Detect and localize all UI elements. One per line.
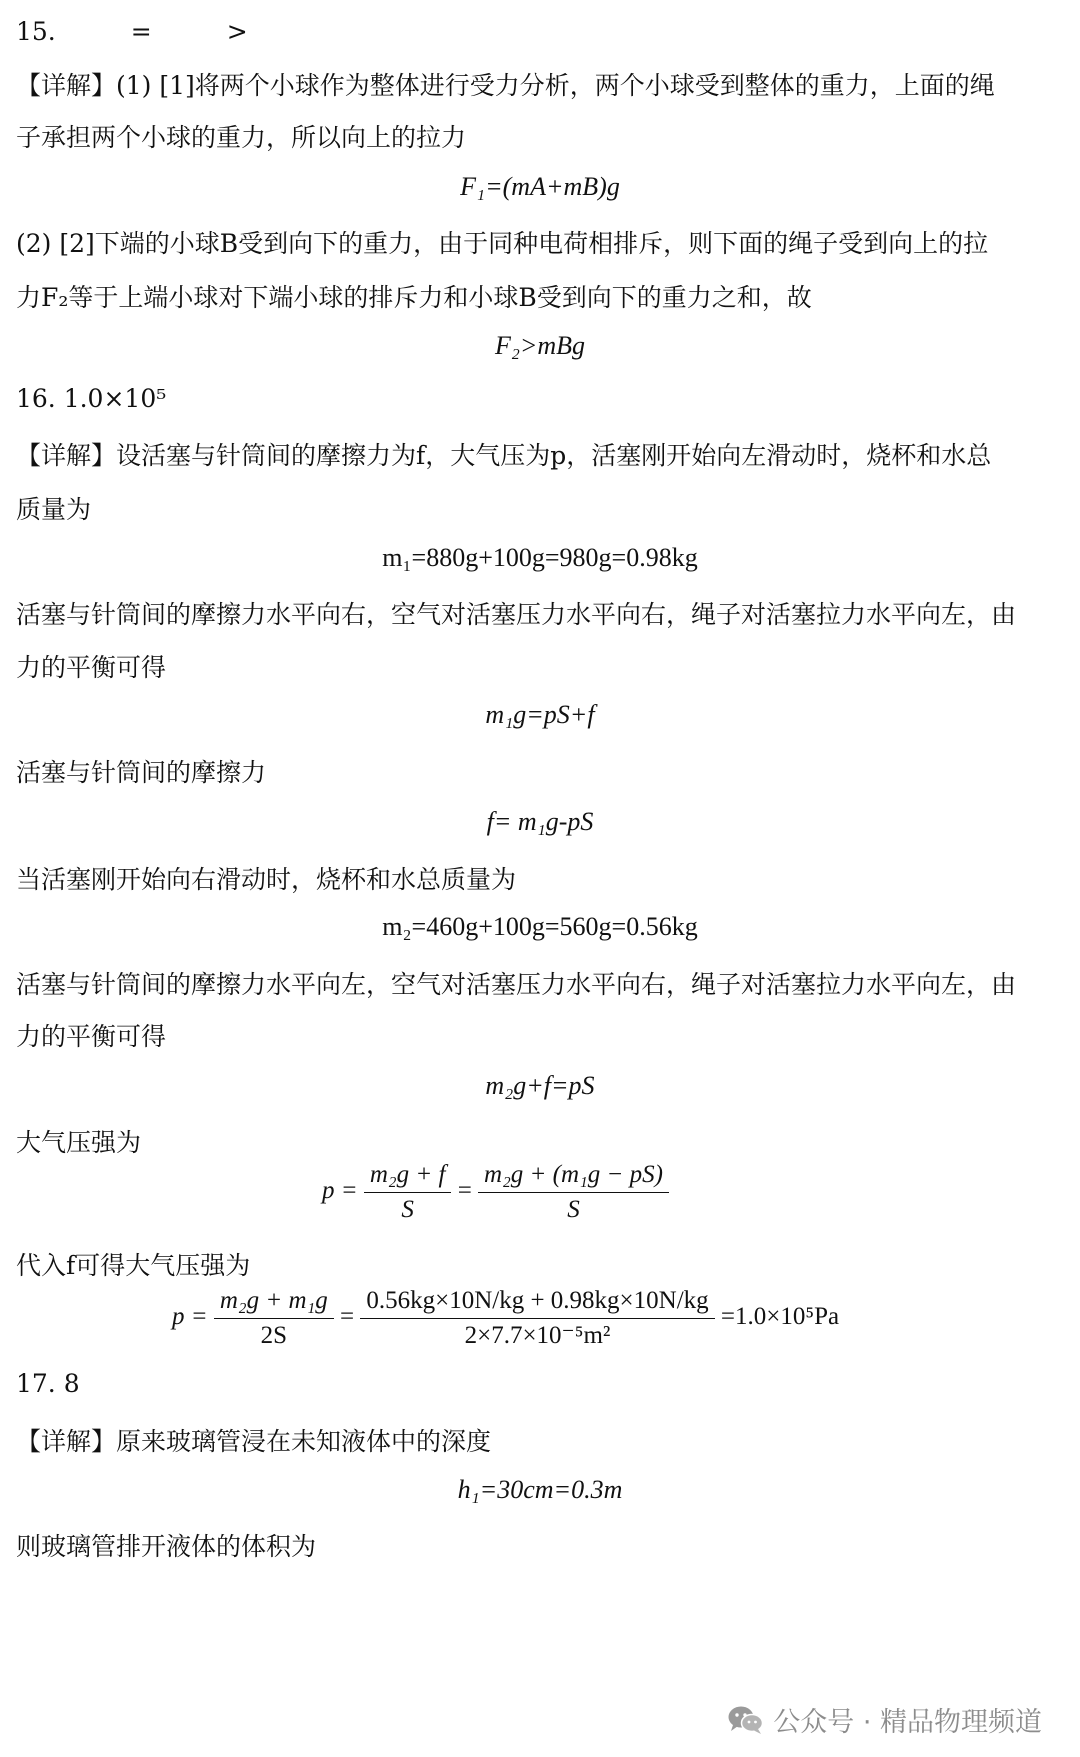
- fraction: [364, 1158, 452, 1227]
- q16-equation-friction: f= m₁g-pS: [486, 807, 594, 836]
- fraction-numerator: m₂g + (m₁g − pS): [478, 1158, 669, 1193]
- formula-lhs: p =: [172, 1303, 208, 1331]
- q16-text-line: 大气压强为: [16, 1128, 142, 1157]
- fraction-numerator: m₂g + f: [364, 1158, 452, 1193]
- formula-result: =1.0×10⁵Pa: [720, 1303, 840, 1331]
- q16-equation-m2: m₂=460g+100g=560g=0.56kg: [382, 912, 698, 941]
- q16-text-line: 当活塞刚开始向右滑动时，烧杯和水总质量为: [16, 865, 517, 894]
- q16-text-line: 代入f可得大气压强为: [16, 1251, 251, 1280]
- wechat-icon: [727, 1704, 765, 1743]
- q16-text-line: 活塞与针筒间的摩擦力水平向左，空气对活塞压力水平向右，绳子对活塞拉力水平向左，由: [16, 970, 1017, 999]
- fraction-denominator: S: [401, 1196, 414, 1223]
- q15-equation-2: F₂>mBg: [494, 331, 586, 360]
- q16-pressure-result-formula: [172, 1284, 1064, 1353]
- q16-equation-balance-1: m₁g=pS+f: [485, 700, 595, 729]
- fraction: [478, 1158, 669, 1227]
- q16-pressure-formula: [322, 1158, 1064, 1227]
- equals-sign: =: [457, 1177, 472, 1205]
- fraction: [214, 1284, 334, 1353]
- q16-equation-m1: m₁=880g+100g=980g=0.98kg: [382, 543, 698, 572]
- q15-detail-line: (2) [2]下端的小球B受到向下的重力，由于同种电荷相排斥，则下面的绳子受到向上的拉: [16, 229, 989, 258]
- q15-detail-line: 【详解】(1) [1]将两个小球作为整体进行受力分析，两个小球受到整体的重力，上面的绳: [16, 71, 995, 100]
- fraction-denominator: 2S: [260, 1322, 288, 1349]
- fraction-numerator: m₂g + m₁g: [214, 1284, 334, 1319]
- q17-detail-line: 【详解】原来玻璃管浸在未知液体中的深度: [16, 1427, 492, 1456]
- equals-sign: =: [340, 1303, 355, 1331]
- watermark: [727, 1700, 1042, 1743]
- q15-header: 15. = >: [16, 17, 248, 46]
- q16-text-line: 力的平衡可得: [16, 1022, 167, 1051]
- watermark-text: 公众号 · 精品物理频道: [773, 1707, 1042, 1738]
- q17-equation-depth: h₁=30cm=0.3m: [457, 1475, 623, 1504]
- fraction-denominator: 2×7.7×10⁻⁵m²: [464, 1322, 611, 1349]
- q16-text-line: 活塞与针筒间的摩擦力: [16, 758, 267, 787]
- q16-text-line: 活塞与针筒间的摩擦力水平向右，空气对活塞压力水平向右，绳子对活塞拉力水平向左，由: [16, 600, 1017, 629]
- formula-lhs: p =: [322, 1177, 358, 1205]
- q16-detail-line: 质量为: [16, 495, 92, 524]
- q16-equation-balance-2: m₂g+f=pS: [485, 1071, 595, 1100]
- q16-text-line: 力的平衡可得: [16, 653, 167, 682]
- fraction-denominator: S: [567, 1196, 580, 1223]
- q17-header: 17. 8: [16, 1369, 80, 1398]
- fraction: [360, 1284, 714, 1353]
- fraction-numerator: 0.56kg×10N/kg + 0.98kg×10N/kg: [360, 1284, 714, 1319]
- q15-detail-line: 子承担两个小球的重力，所以向上的拉力: [16, 123, 467, 152]
- q15-equation-1: F₁=(mA+mB)g: [460, 172, 620, 201]
- q15-detail-line: 力F₂等于上端小球对下端小球的排斥力和小球B受到向下的重力之和，故: [16, 283, 812, 312]
- q17-detail-line: 则玻璃管排开液体的体积为: [16, 1532, 317, 1561]
- q16-header: 16. 1.0×10⁵: [16, 384, 167, 413]
- q16-detail-line: 【详解】设活塞与针筒间的摩擦力为f，大气压为p，活塞刚开始向左滑动时，烧杯和水总: [16, 441, 992, 470]
